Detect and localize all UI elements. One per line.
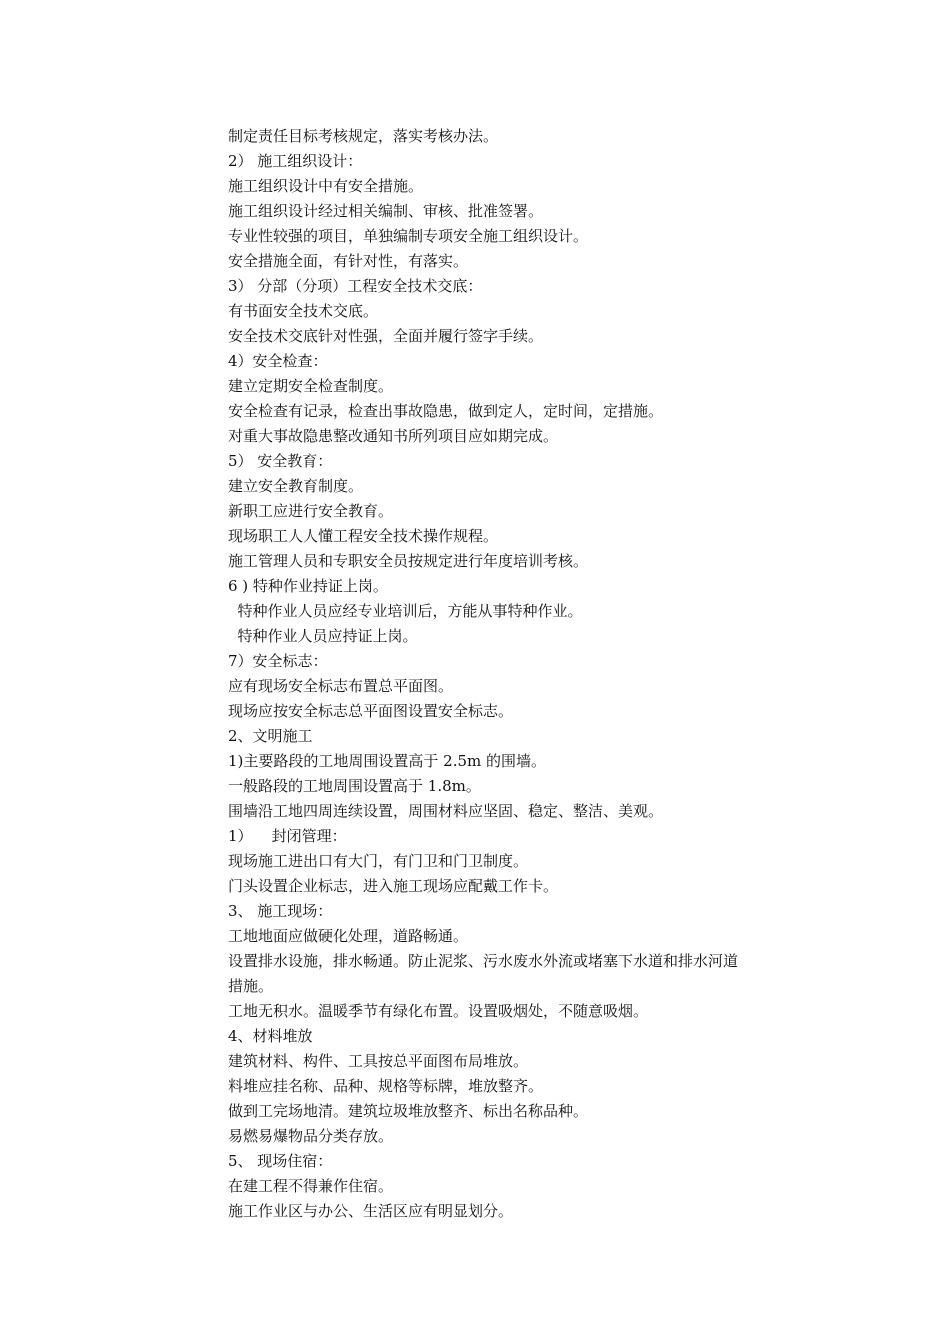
- text-line: 料堆应挂名称、品种、规格等标牌，堆放整齐。: [228, 1077, 544, 1095]
- text-line: 3、 施工现场：: [228, 902, 333, 920]
- text-line: 门头设置企业标志，进入施工现场应配戴工作卡。: [228, 877, 559, 895]
- text-line: 专业性较强的项目，单独编制专项安全施工组织设计。: [228, 227, 589, 245]
- text-line: 5） 安全教育：: [228, 452, 333, 470]
- text-line: 在建工程不得兼作住宿。: [228, 1177, 394, 1195]
- text-line: 4）安全检查：: [228, 352, 328, 370]
- text-line: 制定责任目标考核规定，落实考核办法。: [228, 127, 499, 145]
- text-line: 1） 封闭管理：: [228, 827, 347, 845]
- text-line: 做到工完场地清。建筑垃圾堆放整齐、标出名称品种。: [228, 1102, 589, 1120]
- text-line: 应有现场安全标志布置总平面图。: [228, 677, 454, 695]
- text-line: 对重大事故隐患整改通知书所列项目应如期完成。: [228, 427, 559, 445]
- text-line: 安全检查有记录，检查出事故隐患，做到定人，定时间，定措施。: [228, 402, 664, 420]
- text-line: 2） 施工组织设计：: [228, 152, 363, 170]
- text-line: 易燃易爆物品分类存放。: [228, 1127, 394, 1145]
- text-line: 围墙沿工地四周连续设置，周围材料应坚固、稳定、整洁、美观。: [228, 802, 664, 820]
- text-line: 4、材料堆放: [228, 1027, 313, 1045]
- text-line: 设置排水设施，排水畅通。防止泥浆、污水废水外流或堵塞下水道和排水河道: [228, 952, 739, 970]
- text-line: 新职工应进行安全教育。: [228, 502, 394, 520]
- text-line: 施工作业区与办公、生活区应有明显划分。: [228, 1202, 514, 1220]
- text-line: 工地无积水。温暖季节有绿化布置。设置吸烟处，不随意吸烟。: [228, 1002, 649, 1020]
- text-line: 建立定期安全检查制度。: [228, 377, 394, 395]
- text-line: 6 ) 特种作业持证上岗。: [228, 577, 388, 595]
- text-line: 安全技术交底针对性强，全面并履行签字手续。: [228, 327, 544, 345]
- text-line: 5、 现场住宿：: [228, 1152, 333, 1170]
- text-line: 现场职工人人懂工程安全技术操作规程。: [228, 527, 499, 545]
- text-line: 施工组织设计中有安全措施。: [228, 177, 424, 195]
- text-line: 施工管理人员和专职安全员按规定进行年度培训考核。: [228, 552, 589, 570]
- text-line: 有书面安全技术交底。: [228, 302, 379, 320]
- text-line: 3） 分部（分项）工程安全技术交底：: [228, 277, 483, 295]
- text-line: 一般路段的工地周围设置高于 1.8m。: [228, 777, 481, 795]
- text-line: 安全措施全面，有针对性，有落实。: [228, 252, 469, 270]
- text-line: 建筑材料、构件、工具按总平面图布局堆放。: [228, 1052, 529, 1070]
- text-line: 现场应按安全标志总平面图设置安全标志。: [228, 702, 514, 720]
- text-line: 特种作业人员应经专业培训后，方能从事特种作业。: [228, 602, 583, 620]
- text-line: 7）安全标志：: [228, 652, 328, 670]
- text-line: 建立安全教育制度。: [228, 477, 364, 495]
- text-line: 2、文明施工: [228, 727, 313, 745]
- text-line: 工地地面应做硬化处理，道路畅通。: [228, 927, 469, 945]
- text-line: 1)主要路段的工地周围设置高于 2.5m 的围墙。: [228, 752, 547, 770]
- text-line: 现场施工进出口有大门，有门卫和门卫制度。: [228, 852, 529, 870]
- text-line: 特种作业人员应持证上岗。: [228, 627, 418, 645]
- text-line: 施工组织设计经过相关编制、审核、批准签署。: [228, 202, 544, 220]
- document-body: [228, 124, 818, 1224]
- text-line: 措施。: [228, 977, 274, 995]
